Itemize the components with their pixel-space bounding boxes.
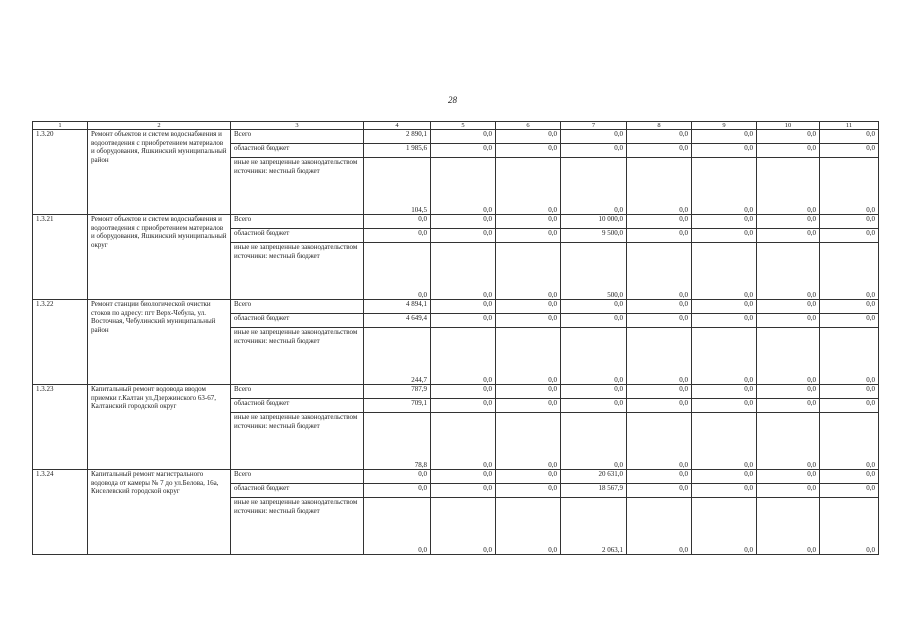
funding-value: 78,8 [364, 413, 431, 470]
table-row [33, 470, 879, 484]
funding-value: 0,0 [692, 399, 757, 413]
funding-value: 2 890,1 [364, 130, 431, 144]
funding-source: областной бюджет [231, 399, 364, 413]
funding-value: 0,0 [820, 314, 879, 328]
project-name: Ремонт объектов и систем водоснабжения и водоотведения с приобретением материалов и оборудования, Яшкинский муниципальный район [88, 130, 231, 215]
funding-value: 0,0 [692, 484, 757, 498]
funding-value: 0,0 [627, 243, 692, 300]
funding-value: 0,0 [431, 328, 496, 385]
funding-value: 20 631,0 [561, 470, 627, 484]
funding-value: 0,0 [820, 484, 879, 498]
project-name: Ремонт станции биологической очистки стоков по адресу: пгт Верх-Чебула, ул. Восточная, Чебулинский муниципальный район [88, 300, 231, 385]
funding-value: 0,0 [561, 385, 627, 399]
project-code: 1.3.24 [33, 470, 88, 555]
funding-source: Всего [231, 215, 364, 229]
funding-value: 0,0 [496, 314, 561, 328]
funding-value: 787,9 [364, 385, 431, 399]
funding-value: 0,0 [820, 498, 879, 555]
funding-source: иные не запрещенные законодательством источники: местный бюджет [231, 243, 364, 300]
funding-value: 10 000,0 [561, 215, 627, 229]
funding-value: 0,0 [820, 229, 879, 243]
funding-source: иные не запрещенные законодательством источники: местный бюджет [231, 413, 364, 470]
funding-value: 0,0 [561, 300, 627, 314]
funding-value: 0,0 [757, 144, 820, 158]
funding-value: 0,0 [757, 158, 820, 215]
funding-source: иные не запрещенные законодательством источники: местный бюджет [231, 328, 364, 385]
funding-value: 0,0 [364, 229, 431, 243]
funding-value: 104,5 [364, 158, 431, 215]
funding-value: 0,0 [364, 484, 431, 498]
project-name: Ремонт объектов и систем водоснабжения и водоотведения с приобретением материалов и оборудования, Яшкинский муниципальный округ [88, 215, 231, 300]
funding-source: иные не запрещенные законодательством источники: местный бюджет [231, 498, 364, 555]
funding-value: 0,0 [496, 300, 561, 314]
funding-value: 0,0 [496, 215, 561, 229]
funding-source: Всего [231, 470, 364, 484]
funding-value: 0,0 [820, 130, 879, 144]
funding-value: 0,0 [627, 484, 692, 498]
funding-value: 709,1 [364, 399, 431, 413]
funding-value: 0,0 [627, 413, 692, 470]
funding-value: 0,0 [757, 385, 820, 399]
funding-value: 0,0 [561, 328, 627, 385]
funding-value: 0,0 [496, 130, 561, 144]
funding-value: 0,0 [431, 470, 496, 484]
funding-value: 0,0 [757, 314, 820, 328]
funding-value: 0,0 [627, 215, 692, 229]
project-name: Капитальный ремонт магистрального водовода от камеры № 7 до ул.Белова, 16а, Киселевский городской округ [88, 470, 231, 555]
funding-source: Всего [231, 300, 364, 314]
funding-value: 0,0 [692, 300, 757, 314]
funding-value: 0,0 [627, 130, 692, 144]
funding-value: 0,0 [431, 413, 496, 470]
funding-value: 18 567,9 [561, 484, 627, 498]
funding-value: 0,0 [757, 130, 820, 144]
column-header: 4 [364, 122, 431, 130]
funding-value: 0,0 [496, 413, 561, 470]
funding-value: 0,0 [757, 328, 820, 385]
project-name: Капитальный ремонт водовода вводом приемки г.Калтан ул.Дзержинского 63-67, Калтанский городской округ [88, 385, 231, 470]
funding-value: 0,0 [496, 158, 561, 215]
funding-value: 0,0 [627, 399, 692, 413]
funding-value: 0,0 [364, 215, 431, 229]
funding-value: 0,0 [561, 158, 627, 215]
funding-value: 0,0 [692, 470, 757, 484]
funding-source: областной бюджет [231, 484, 364, 498]
funding-source: областной бюджет [231, 314, 364, 328]
funding-source: областной бюджет [231, 144, 364, 158]
funding-value: 0,0 [820, 300, 879, 314]
funding-value: 0,0 [496, 399, 561, 413]
column-header: 11 [820, 122, 879, 130]
funding-value: 4 894,1 [364, 300, 431, 314]
funding-value: 0,0 [692, 498, 757, 555]
funding-value: 0,0 [820, 158, 879, 215]
funding-value: 0,0 [431, 130, 496, 144]
funding-value: 2 063,1 [561, 498, 627, 555]
funding-value: 0,0 [820, 399, 879, 413]
funding-value: 0,0 [561, 144, 627, 158]
column-header-row [33, 122, 879, 130]
funding-value: 0,0 [627, 470, 692, 484]
project-code: 1.3.20 [33, 130, 88, 215]
funding-value: 0,0 [496, 243, 561, 300]
column-header: 1 [33, 122, 88, 130]
funding-value: 0,0 [431, 215, 496, 229]
funding-value: 500,0 [561, 243, 627, 300]
funding-value: 0,0 [692, 229, 757, 243]
funding-value: 9 500,0 [561, 229, 627, 243]
funding-value: 0,0 [561, 130, 627, 144]
funding-value: 0,0 [757, 243, 820, 300]
budget-table [32, 121, 879, 555]
funding-value: 0,0 [692, 314, 757, 328]
table-row [33, 130, 879, 144]
funding-value: 0,0 [757, 300, 820, 314]
funding-value: 0,0 [431, 399, 496, 413]
project-code: 1.3.23 [33, 385, 88, 470]
funding-source: иные не запрещенные законодательством источники: местный бюджет [231, 158, 364, 215]
funding-value: 1 985,6 [364, 144, 431, 158]
funding-value: 0,0 [627, 144, 692, 158]
column-header: 2 [88, 122, 231, 130]
funding-value: 0,0 [757, 215, 820, 229]
funding-value: 0,0 [496, 385, 561, 399]
funding-value: 0,0 [820, 215, 879, 229]
funding-value: 0,0 [692, 215, 757, 229]
funding-value: 0,0 [692, 130, 757, 144]
funding-value: 0,0 [820, 470, 879, 484]
funding-value: 0,0 [692, 243, 757, 300]
funding-value: 0,0 [561, 413, 627, 470]
funding-value: 0,0 [496, 470, 561, 484]
funding-value: 0,0 [431, 498, 496, 555]
funding-value: 0,0 [692, 328, 757, 385]
funding-value: 0,0 [820, 243, 879, 300]
funding-source: Всего [231, 385, 364, 399]
funding-value: 0,0 [431, 158, 496, 215]
column-header: 7 [561, 122, 627, 130]
funding-value: 0,0 [692, 144, 757, 158]
funding-value: 0,0 [627, 300, 692, 314]
funding-value: 0,0 [627, 229, 692, 243]
funding-value: 0,0 [496, 144, 561, 158]
funding-value: 0,0 [496, 498, 561, 555]
funding-source: Всего [231, 130, 364, 144]
funding-value: 0,0 [431, 484, 496, 498]
funding-value: 4 649,4 [364, 314, 431, 328]
funding-value: 0,0 [561, 314, 627, 328]
funding-value: 0,0 [757, 498, 820, 555]
funding-value: 0,0 [692, 413, 757, 470]
funding-value: 0,0 [627, 328, 692, 385]
funding-value: 0,0 [627, 498, 692, 555]
funding-value: 0,0 [627, 385, 692, 399]
column-header: 6 [496, 122, 561, 130]
funding-value: 0,0 [364, 470, 431, 484]
funding-value: 0,0 [431, 144, 496, 158]
funding-value: 0,0 [757, 470, 820, 484]
funding-value: 0,0 [431, 385, 496, 399]
column-header: 3 [231, 122, 364, 130]
funding-value: 0,0 [431, 243, 496, 300]
funding-value: 0,0 [820, 144, 879, 158]
funding-source: областной бюджет [231, 229, 364, 243]
funding-value: 0,0 [496, 229, 561, 243]
funding-value: 0,0 [757, 399, 820, 413]
column-header: 8 [627, 122, 692, 130]
funding-value: 0,0 [364, 498, 431, 555]
funding-value: 0,0 [692, 385, 757, 399]
column-header: 9 [692, 122, 757, 130]
funding-value: 0,0 [431, 229, 496, 243]
funding-value: 0,0 [431, 314, 496, 328]
funding-value: 0,0 [627, 314, 692, 328]
page-number: 28 [448, 95, 457, 105]
funding-value: 0,0 [627, 158, 692, 215]
funding-value: 0,0 [496, 328, 561, 385]
funding-value: 0,0 [757, 484, 820, 498]
project-code: 1.3.21 [33, 215, 88, 300]
funding-value: 0,0 [757, 229, 820, 243]
funding-value: 0,0 [820, 385, 879, 399]
project-code: 1.3.22 [33, 300, 88, 385]
column-header: 5 [431, 122, 496, 130]
funding-value: 244,7 [364, 328, 431, 385]
funding-value: 0,0 [561, 399, 627, 413]
table-row [33, 300, 879, 314]
funding-value: 0,0 [431, 300, 496, 314]
table-row [33, 215, 879, 229]
funding-value: 0,0 [820, 328, 879, 385]
funding-value: 0,0 [692, 158, 757, 215]
funding-value: 0,0 [496, 484, 561, 498]
table-row [33, 385, 879, 399]
funding-value: 0,0 [757, 413, 820, 470]
column-header: 10 [757, 122, 820, 130]
funding-value: 0,0 [820, 413, 879, 470]
funding-value: 0,0 [364, 243, 431, 300]
